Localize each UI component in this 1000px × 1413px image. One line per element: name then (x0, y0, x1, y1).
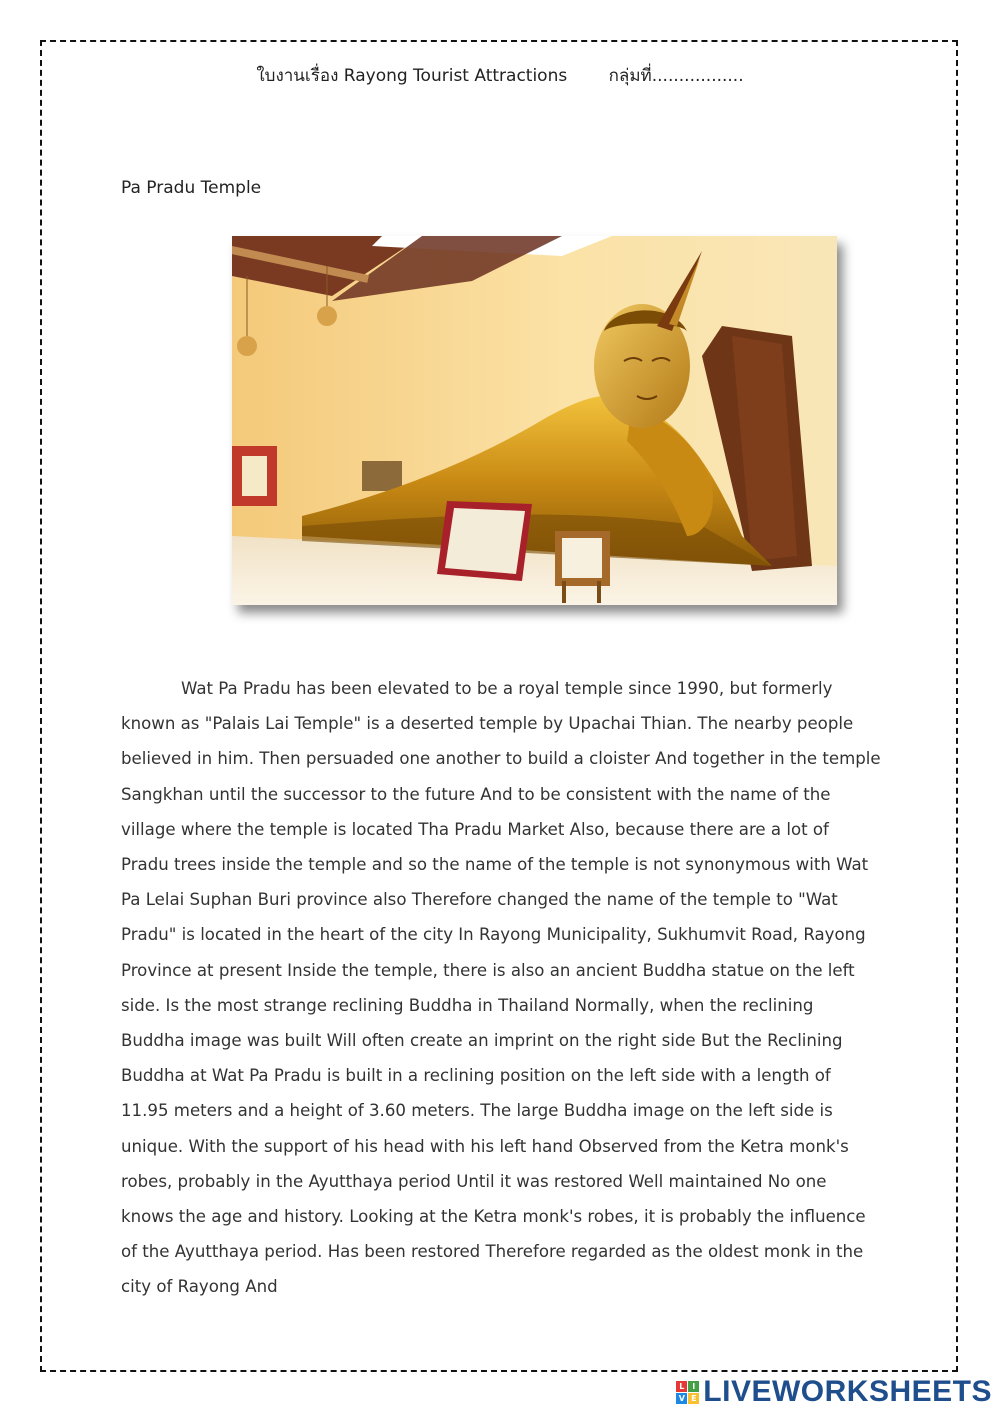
logo-tile: E (688, 1393, 699, 1404)
worksheet-title: ใบงานเรื่อง Rayong Tourist Attractions (256, 66, 568, 86)
logo-tile: I (688, 1381, 699, 1392)
logo-tile: L (676, 1381, 687, 1392)
group-number-field: กลุ่มที่................. (608, 66, 744, 86)
logo-tile: V (676, 1393, 687, 1404)
liveworksheets-logo (676, 1375, 992, 1409)
logo-wordmark: LIVEWORKSHEETS (703, 1375, 992, 1408)
logo-mark-icon (676, 1381, 699, 1404)
article-body (121, 671, 881, 1305)
reclining-buddha-photo (232, 236, 837, 605)
photo-image (232, 236, 837, 605)
section-title: Pa Pradu Temple (121, 178, 262, 198)
worksheet-header (0, 62, 1000, 89)
article-paragraph: Wat Pa Pradu has been elevated to be a royal temple since 1990, but formerly known as "Palais Lai Temple" is a deserted temple by Upachai Thian. The nearby people believed in him. Then persuaded one another to build a cloister And together in the temple Sangkhan until the successor to the future And to be consistent with the name of the village where the temple is located Tha Pradu Market Also, because there are a lot of Pradu trees inside the temple and so the name of the temple is not synonymous with Wat Pa Lelai Suphan Buri province also Therefore changed the name of the temple to "Wat Pradu" is located in the heart of the city In Rayong Municipality, Sukhumvit Road, Rayong Province at present Inside the temple, there is also an ancient Buddha statue on the left side. Is the most strange reclining Buddha in Thailand Normally, when the reclining Buddha image was built Will often create an imprint on the right side But the Reclining Buddha at Wat Pa Pradu is built in a reclining position on the left side with a length of 11.95 meters and a height of 3.60 meters. The large Buddha image on the left side is unique. With the support of his head with his left hand Observed from the Ketra monk's robes, probably in the Ayutthaya period Until it was restored Well maintained No one knows the age and history. Looking at the Ketra monk's robes, it is probably the influence of the Ayutthaya period. Has been restored Therefore regarded as the oldest monk in the city of Rayong And (121, 679, 881, 1297)
